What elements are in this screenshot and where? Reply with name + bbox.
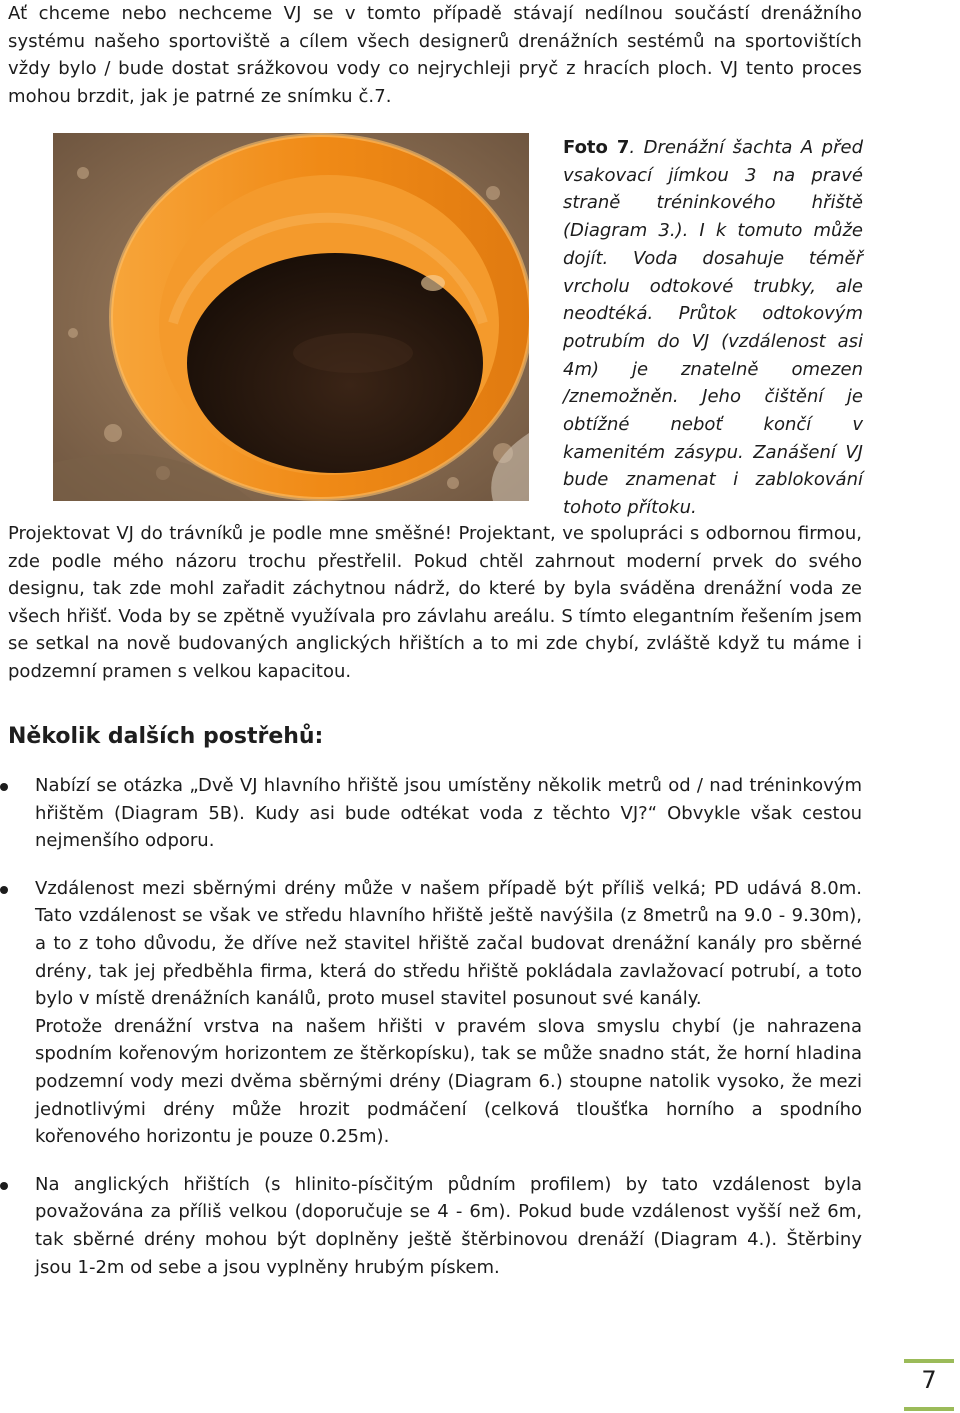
list-item — [0, 772, 862, 855]
list-item-text: Nabízí se otázka „Dvě VJ hlavního hřiště jsou umístěny několik metrů od / nad tréninkovým hřištěm (Diagram 5B). Kudy asi bude odtékat voda z těchto VJ?“ Obvykle však cestou nejmenšího odporu. — [35, 775, 862, 852]
caption-label: Foto 7 — [563, 137, 630, 158]
body-paragraph: Projektovat VJ do trávníků je podle mne směšné! Projektant, ve spolupráci s odbornou firmou, zde podle mého názoru trochu přestřelil. Pokud chtěl zahrnout moderní prvek do svého designu, tak zde mohl zařadit záchytnou nádrž, do které by byla sváděna drenážní voda ze všech hřišť. Voda by se zpětně využívala pro závlahu areálu. S tímto elegantním řešením jsem se setkal na nově budovaných anglických hřištích a to mi zde chybí, zvláště když tu máme i podzemní pramen s velkou kapacitou. — [8, 523, 862, 682]
bullet-icon — [0, 783, 8, 791]
intro-paragraph: Ať chceme nebo nechceme VJ se v tomto případě stávají nedílnou součástí drenážního systému našeho sportoviště a cílem všech designerů drenážních sestémů na sportovištích vždy bylo / bude dostat srážkovou vody co nejrychleji pryč z hracích ploch. VJ tento proces mohou brzdit, jak je patrné ze snímku č.7. — [8, 3, 862, 107]
bullet-icon — [0, 1182, 8, 1190]
caption-text: . Drenážní šachta A před vsakovací jímkou 3 na pravé straně tréninkového hřiště (Diagram 3.). I k tomuto může dojít. Voda dosahuje téměř vrcholu odtokové trubky, ale neodtéká. Průtok odtokovým potrubím do VJ (vzdálenost asi 4m) je znatelně omezen /znemožněn. Jeho čištění je obtížné neboť končí v kamenitém zásypu. Zanášení VJ bude znamenat i zablokování tohoto přítoku. — [563, 137, 863, 519]
section-heading: Několik dalších postřehů: — [8, 724, 324, 749]
photo-caption — [563, 134, 863, 522]
list-item-text-continued: Protože drenážní vrstva na našem hřišti v pravém slova smyslu chybí (je nahrazena spodním kořenovým horizontem ze štěrkopísku), tak se může snadno stát, že horní hladina podzemní vody mezi dvěma sběrnými drény (Diagram 6.) stoupne natolik vysoko, že mezi jednotlivými drény může hrozit podmáčení (celková tloušťka horního a spodního kořenového horizontu je pouze 0.25m). — [35, 1015, 862, 1148]
list-item-text: Vzdálenost mezi sběrnými drény může v našem případě být příliš velká; PD udává 8.0m. Tato vzdálenost se však ve středu hlavního hřiště ještě navýšila (z 8metrů na 9.0 - 9.30m), a to z toho důvodu, že dříve než stavitel hřiště začal budovat drenážní kanály pro sběrné drény, tak jej předběhla firma, která do středu hřiště pokládala zavlažovací potrubí, a toto bylo v místě drenážních kanálů, proto musel stavitel posunout své kanály. — [35, 877, 862, 1010]
drain-pipe-photo-icon — [53, 133, 529, 501]
bullet-list — [0, 772, 862, 1281]
page-number-underline — [904, 1407, 954, 1411]
page-number: 7 — [921, 1366, 937, 1394]
bullet-icon — [0, 886, 8, 894]
list-item — [0, 875, 862, 1151]
drain-shaft-photo — [53, 133, 529, 501]
list-item-text: Na anglických hřištích (s hlinito-písčitým půdním profilem) by tato vzdálenost byla považována za příliš velkou (doporučuje se 4 - 6m). Pokud bude vzdálenost vyšší než 6m, tak sběrné drény mohou být doplněny ještě štěrbinovou drenáží (Diagram 4.). Štěrbiny jsou 1-2m od sebe a jsou vyplněny hrubým pískem. — [35, 1173, 862, 1278]
list-item — [0, 1171, 862, 1281]
